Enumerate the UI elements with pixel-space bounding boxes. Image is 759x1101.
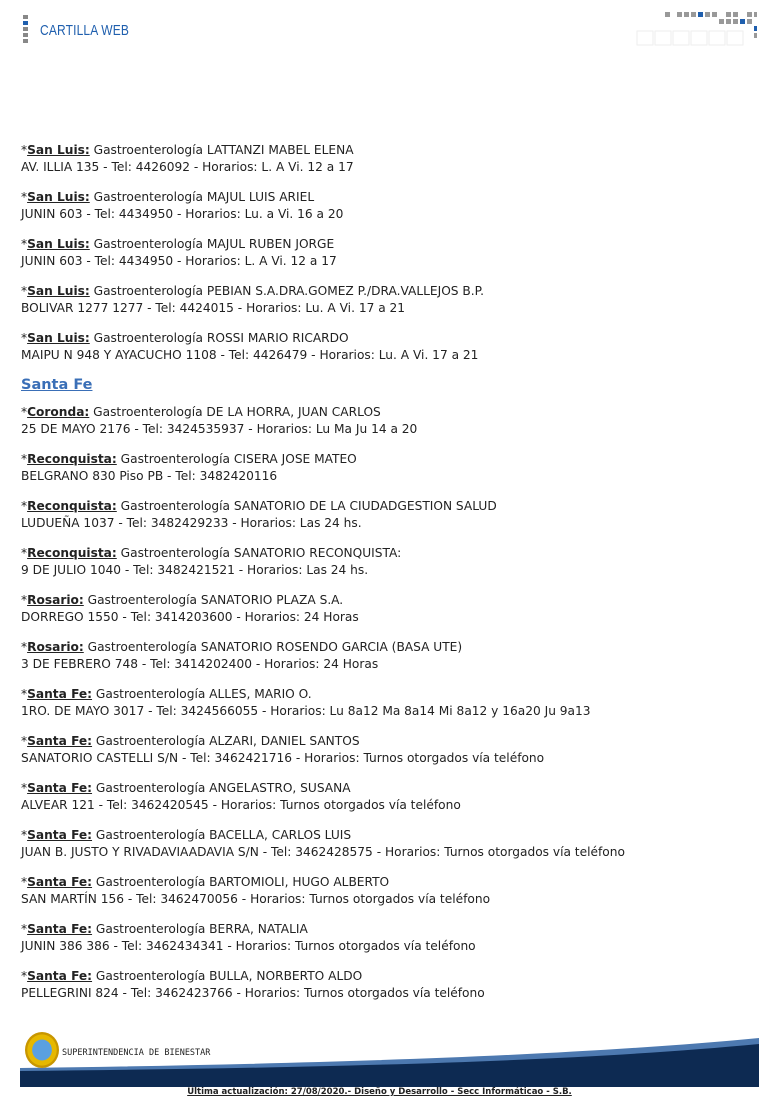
provider-entry: *Santa Fe: Gastroenterología BULLA, NORBERTO ALDO PELLEGRINI 824 - Tel: 3462423766 - Horarios: Turnos otorgados vía teléfono bbox=[21, 969, 485, 1000]
entry-city: San Luis: bbox=[27, 284, 90, 298]
entry-city: San Luis: bbox=[27, 237, 90, 251]
provider-entry: *Reconquista: Gastroenterología CISERA JOSE MATEO BELGRANO 830 Piso PB - Tel: 3482420116 bbox=[21, 452, 357, 483]
entry-description: Gastroenterología BERRA, NATALIA bbox=[95, 922, 308, 936]
entry-city: Santa Fe: bbox=[27, 875, 93, 889]
brand-title: CARTILLA WEB bbox=[40, 22, 130, 39]
entry-city: Santa Fe: bbox=[27, 687, 93, 701]
entry-address: 9 DE JULIO 1040 - Tel: 3482421521 - Horarios: Las 24 hs. bbox=[21, 563, 369, 577]
entry-description: Gastroenterología LATTANZI MABEL ELENA bbox=[93, 143, 354, 157]
provider-entry: *Coronda: Gastroenterología DE LA HORRA, JUAN CARLOS 25 DE MAYO 2176 - Tel: 3424535937 - Horarios: Lu Ma Ju 14 a 20 bbox=[21, 405, 418, 436]
provider-entry: *San Luis: Gastroenterología MAJUL RUBEN JORGE JUNIN 603 - Tel: 4434950 - Horarios: L. A Vi. 12 a 17 bbox=[21, 237, 337, 268]
footer-banner bbox=[20, 1030, 759, 1087]
entry-description: Gastroenterología DE LA HORRA, JUAN CARLOS bbox=[93, 405, 381, 419]
entry-address: JUNIN 386 386 - Tel: 3462434341 - Horarios: Turnos otorgados vía teléfono bbox=[21, 939, 476, 953]
brand-bar-icon bbox=[23, 15, 28, 45]
entry-address: BELGRANO 830 Piso PB - Tel: 3482420116 bbox=[21, 469, 278, 483]
superintendencia-logo bbox=[25, 1032, 59, 1068]
entry-city: San Luis: bbox=[27, 190, 90, 204]
provider-entry: *Santa Fe: Gastroenterología ALZARI, DANIEL SANTOS SANATORIO CASTELLI S/N - Tel: 3462421716 - Horarios: Turnos otorgados vía teléfono bbox=[21, 734, 545, 765]
entry-description: Gastroenterología PEBIAN S.A.DRA.GOMEZ P./DRA.VALLEJOS B.P. bbox=[93, 284, 484, 298]
header-squares-decoration bbox=[635, 12, 757, 46]
entry-address: MAIPU N 948 Y AYACUCHO 1108 - Tel: 4426479 - Horarios: Lu. A Vi. 17 a 21 bbox=[21, 348, 479, 362]
entry-address: JUNIN 603 - Tel: 4434950 - Horarios: L. A Vi. 12 a 17 bbox=[21, 254, 337, 268]
provider-entry: *Reconquista: Gastroenterología SANATORIO RECONQUISTA: 9 DE JULIO 1040 - Tel: 3482421521 - Horarios: Las 24 hs. bbox=[21, 546, 402, 577]
entry-description: Gastroenterología ALLES, MARIO O. bbox=[95, 687, 312, 701]
organization-name: SUPERINTENDENCIA DE BIENESTAR bbox=[62, 1048, 211, 1058]
entry-description: Gastroenterología ROSSI MARIO RICARDO bbox=[93, 331, 349, 345]
entry-address: 3 DE FEBRERO 748 - Tel: 3414202400 - Horarios: 24 Horas bbox=[21, 657, 379, 671]
entry-description: Gastroenterología BULLA, NORBERTO ALDO bbox=[95, 969, 363, 983]
section-heading: Santa Fe bbox=[21, 377, 93, 393]
entry-city: Reconquista: bbox=[27, 499, 117, 513]
entry-address: DORREGO 1550 - Tel: 3414203600 - Horarios: 24 Horas bbox=[21, 610, 359, 624]
entry-description: Gastroenterología SANATORIO DE LA CIUDADGESTION SALUD bbox=[120, 499, 497, 513]
provider-entry: *San Luis: Gastroenterología LATTANZI MABEL ELENA AV. ILLIA 135 - Tel: 4426092 - Horarios: L. A Vi. 12 a 17 bbox=[21, 143, 354, 174]
entry-city: Santa Fe: bbox=[27, 828, 93, 842]
provider-entry: *San Luis: Gastroenterología ROSSI MARIO RICARDO MAIPU N 948 Y AYACUCHO 1108 - Tel: 4426479 - Horarios: Lu. A Vi. 17 a 21 bbox=[21, 331, 479, 362]
provider-entry: *Santa Fe: Gastroenterología ALLES, MARIO O. 1RO. DE MAYO 3017 - Tel: 3424566055 - Horarios: Lu 8a12 Ma 8a14 Mi 8a12 y 16a20 Ju 9a13 bbox=[21, 687, 591, 718]
provider-entry: *Reconquista: Gastroenterología SANATORIO DE LA CIUDADGESTION SALUD LUDUEÑA 1037 - Tel: 3482429233 - Horarios: Las 24 hs. bbox=[21, 499, 497, 530]
entry-city: Santa Fe: bbox=[27, 969, 93, 983]
entry-description: Gastroenterología CISERA JOSE MATEO bbox=[120, 452, 357, 466]
provider-entry: *Santa Fe: Gastroenterología ANGELASTRO, SUSANA ALVEAR 121 - Tel: 3462420545 - Horarios: Turnos otorgados vía teléfono bbox=[21, 781, 461, 812]
entry-address: ALVEAR 121 - Tel: 3462420545 - Horarios: Turnos otorgados vía teléfono bbox=[21, 798, 461, 812]
entry-city: Reconquista: bbox=[27, 546, 117, 560]
entry-description: Gastroenterología ANGELASTRO, SUSANA bbox=[95, 781, 351, 795]
entry-address: BOLIVAR 1277 1277 - Tel: 4424015 - Horarios: Lu. A Vi. 17 a 21 bbox=[21, 301, 406, 315]
provider-entry: *Santa Fe: Gastroenterología BACELLA, CARLOS LUIS JUAN B. JUSTO Y RIVADAVIAADAVIA S/N - Tel: 3462428575 - Horarios: Turnos otorgados vía teléfono bbox=[21, 828, 625, 859]
entry-description: Gastroenterología SANATORIO PLAZA S.A. bbox=[87, 593, 344, 607]
entry-city: San Luis: bbox=[27, 331, 90, 345]
entry-address: JUAN B. JUSTO Y RIVADAVIAADAVIA S/N - Tel: 3462428575 - Horarios: Turnos otorgados vía teléfono bbox=[21, 845, 625, 859]
entry-city: Santa Fe: bbox=[27, 734, 93, 748]
entry-description: Gastroenterología BACELLA, CARLOS LUIS bbox=[95, 828, 352, 842]
entry-description: Gastroenterología MAJUL LUIS ARIEL bbox=[93, 190, 315, 204]
entry-description: Gastroenterología SANATORIO ROSENDO GARCIA (BASA UTE) bbox=[87, 640, 463, 654]
provider-entry: *Santa Fe: Gastroenterología BERRA, NATALIA JUNIN 386 386 - Tel: 3462434341 - Horarios: Turnos otorgados vía teléfono bbox=[21, 922, 476, 953]
entry-address: LUDUEÑA 1037 - Tel: 3482429233 - Horarios: Las 24 hs. bbox=[21, 516, 362, 530]
entry-city: Santa Fe: bbox=[27, 781, 93, 795]
entry-city: Reconquista: bbox=[27, 452, 117, 466]
entry-address: AV. ILLIA 135 - Tel: 4426092 - Horarios: L. A Vi. 12 a 17 bbox=[21, 160, 354, 174]
entry-address: 25 DE MAYO 2176 - Tel: 3424535937 - Horarios: Lu Ma Ju 14 a 20 bbox=[21, 422, 418, 436]
entry-address: JUNIN 603 - Tel: 4434950 - Horarios: Lu. a Vi. 16 a 20 bbox=[21, 207, 344, 221]
entry-city: Rosario: bbox=[27, 593, 84, 607]
entry-address: 1RO. DE MAYO 3017 - Tel: 3424566055 - Horarios: Lu 8a12 Ma 8a14 Mi 8a12 y 16a20 Ju 9a13 bbox=[21, 704, 591, 718]
provider-entry: *Rosario: Gastroenterología SANATORIO ROSENDO GARCIA (BASA UTE) 3 DE FEBRERO 748 - Tel: 3414202400 - Horarios: 24 Horas bbox=[21, 640, 463, 671]
entry-address: SANATORIO CASTELLI S/N - Tel: 3462421716 - Horarios: Turnos otorgados vía teléfono bbox=[21, 751, 545, 765]
entry-description: Gastroenterología MAJUL RUBEN JORGE bbox=[93, 237, 335, 251]
footer-wave-graphic bbox=[20, 1030, 759, 1087]
entry-description: Gastroenterología BARTOMIOLI, HUGO ALBERTO bbox=[95, 875, 390, 889]
last-updated-text: Última actualización: 27/08/2020.- Diseño y Desarrollo - Secc Informáticao - S.B. bbox=[187, 1087, 572, 1097]
entry-city: Rosario: bbox=[27, 640, 84, 654]
provider-entry: *Santa Fe: Gastroenterología BARTOMIOLI, HUGO ALBERTO SAN MARTÍN 156 - Tel: 3462470056 - Horarios: Turnos otorgados vía teléfono bbox=[21, 875, 491, 906]
entry-city: Santa Fe: bbox=[27, 922, 93, 936]
entry-address: PELLEGRINI 824 - Tel: 3462423766 - Horarios: Turnos otorgados vía teléfono bbox=[21, 986, 485, 1000]
provider-entry: *Rosario: Gastroenterología SANATORIO PLAZA S.A. DORREGO 1550 - Tel: 3414203600 - Horarios: 24 Horas bbox=[21, 593, 359, 624]
entry-description: Gastroenterología ALZARI, DANIEL SANTOS bbox=[95, 734, 360, 748]
entry-city: San Luis: bbox=[27, 143, 90, 157]
provider-entry: *San Luis: Gastroenterología MAJUL LUIS ARIEL JUNIN 603 - Tel: 4434950 - Horarios: Lu. a Vi. 16 a 20 bbox=[21, 190, 344, 221]
entry-city: Coronda: bbox=[27, 405, 90, 419]
entry-description: Gastroenterología SANATORIO RECONQUISTA: bbox=[120, 546, 402, 560]
provider-list bbox=[21, 142, 741, 1015]
entry-address: SAN MARTÍN 156 - Tel: 3462470056 - Horarios: Turnos otorgados vía teléfono bbox=[21, 892, 491, 906]
provider-entry: *San Luis: Gastroenterología PEBIAN S.A.DRA.GOMEZ P./DRA.VALLEJOS B.P. BOLIVAR 1277 1277 - Tel: 4424015 - Horarios: Lu. A Vi. 17 a 21 bbox=[21, 284, 484, 315]
